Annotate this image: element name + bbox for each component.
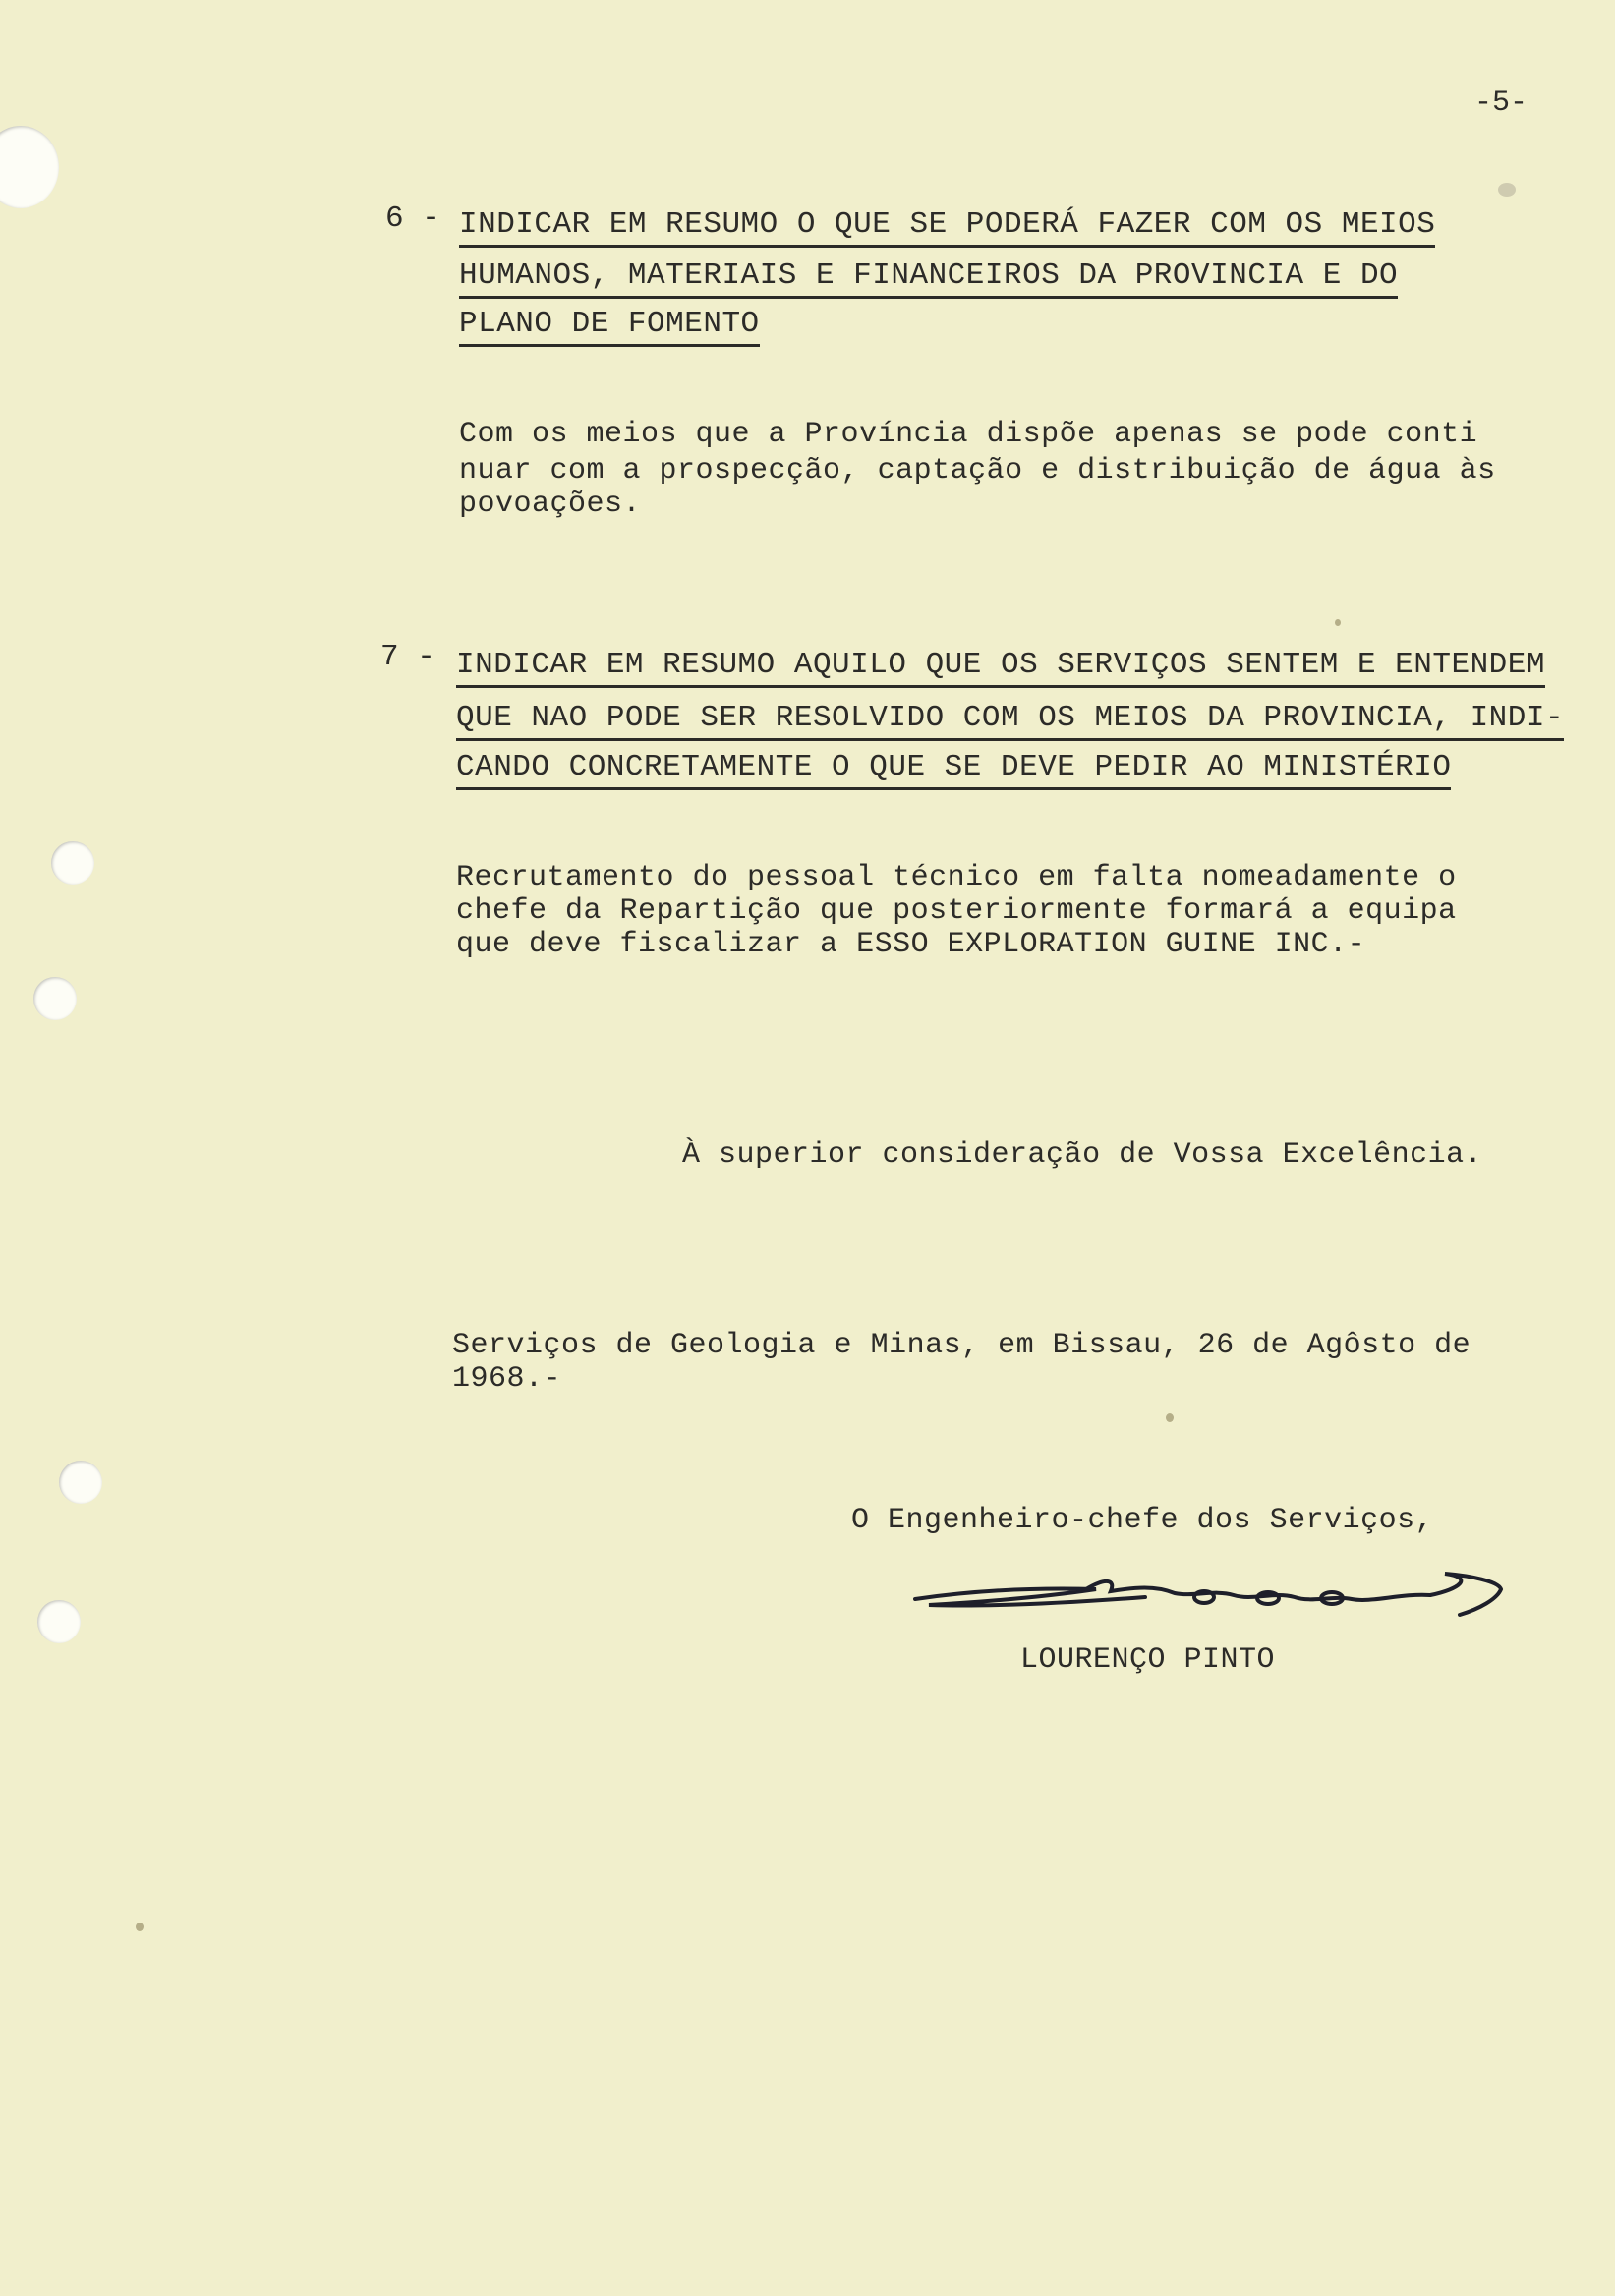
- place-date-line: Serviços de Geologia e Minas, em Bissau, 26 de Agôsto de: [452, 1329, 1471, 1362]
- section-7-heading-line: [456, 751, 1451, 784]
- section-6-body-line: povoações.: [459, 488, 642, 521]
- heading-text: INDICAR EM RESUMO AQUILO QUE OS SERVIÇOS SENTEM E ENTENDEM: [456, 648, 1545, 688]
- section-6-body-line: nuar com a prospecção, captação e distribuição de água às: [459, 454, 1496, 488]
- signatory-title: O Engenheiro-chefe dos Serviços,: [851, 1504, 1434, 1537]
- section-7-body-line: Recrutamento do pessoal técnico em falta nomeadamente o: [456, 861, 1457, 894]
- section-6-heading-line: [459, 259, 1398, 293]
- punch-hole: [59, 1461, 102, 1504]
- punch-hole: [33, 977, 77, 1020]
- heading-text: HUMANOS, MATERIAIS E FINANCEIROS DA PROVINCIA E DO: [459, 258, 1398, 299]
- section-7-heading-line: [456, 649, 1545, 682]
- section-6-number: 6 -: [385, 201, 440, 236]
- heading-text: CANDO CONCRETAMENTE O QUE SE DEVE PEDIR AO MINISTÉRIO: [456, 750, 1451, 790]
- section-7-number: 7 -: [380, 640, 435, 674]
- paper-speck: [1498, 183, 1516, 197]
- handwritten-signature: [909, 1568, 1509, 1627]
- signatory-name: LOURENÇO PINTO: [1020, 1643, 1276, 1677]
- heading-text: QUE NAO PODE SER RESOLVIDO COM OS MEIOS DA PROVINCIA, INDI-: [456, 701, 1564, 741]
- paper-speck: [1166, 1413, 1174, 1422]
- paper-speck: [136, 1923, 144, 1931]
- section-6-body-line: Com os meios que a Província dispõe apenas se pode conti: [459, 418, 1478, 451]
- punch-hole: [37, 1600, 81, 1643]
- section-7-heading-line: [456, 702, 1564, 735]
- heading-text: INDICAR EM RESUMO O QUE SE PODERÁ FAZER COM OS MEIOS: [459, 207, 1435, 248]
- section-7-body-line: que deve fiscalizar a ESSO EXPLORATION GUINE INC.-: [456, 928, 1366, 961]
- paper-speck: [1335, 619, 1341, 626]
- place-date-line: 1968.-: [452, 1362, 562, 1396]
- punch-hole: [51, 841, 94, 885]
- page-number: -5-: [1474, 86, 1528, 120]
- section-6-heading-line: [459, 308, 760, 341]
- closing-line: À superior consideração de Vossa Excelência.: [682, 1138, 1483, 1172]
- section-6-heading-line: [459, 208, 1435, 242]
- section-7-body-line: chefe da Repartição que posteriormente formará a equipa: [456, 894, 1457, 928]
- heading-text: PLANO DE FOMENTO: [459, 307, 760, 347]
- punch-hole: [0, 126, 59, 208]
